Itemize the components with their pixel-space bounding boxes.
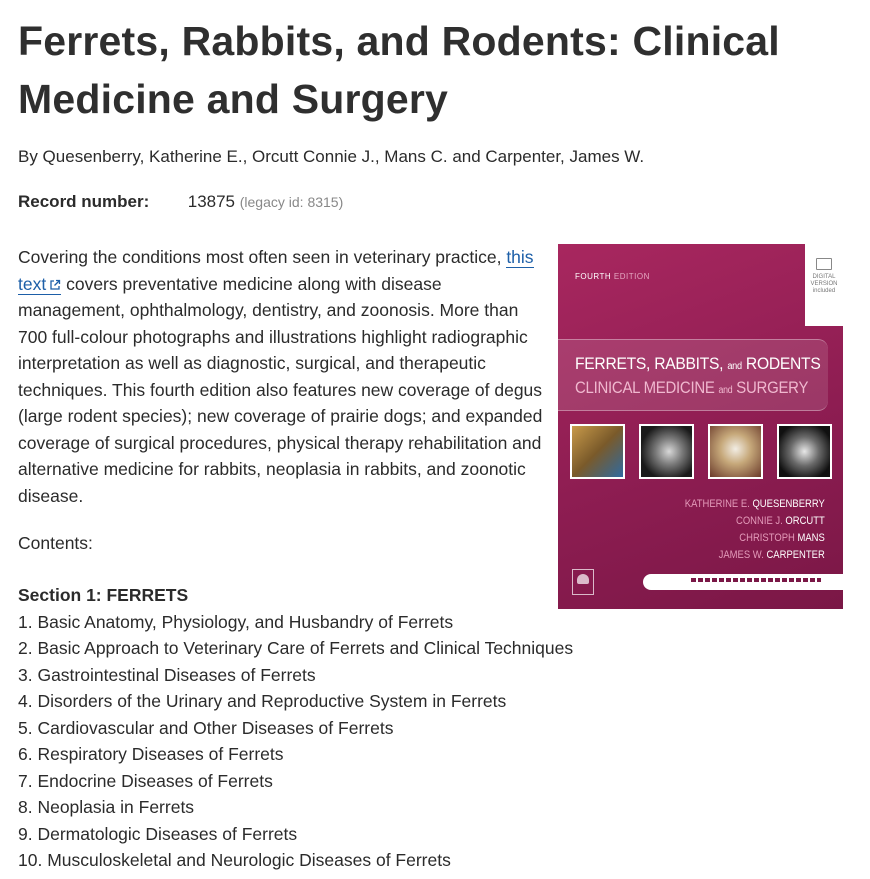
chapter-item: 10. Musculoskeletal and Neurologic Diseases of Ferrets [18, 850, 451, 870]
digital-badge-line: VERSION [810, 281, 838, 287]
cover-author-last: MANS [797, 532, 825, 544]
cover-title-part: SURGERY [732, 378, 809, 397]
chapter-item: 2. Basic Approach to Veterinary Care of Ferrets and Clinical Techniques [18, 638, 574, 658]
cover-author [685, 547, 825, 564]
legacy-id: (legacy id: 8315) [239, 194, 344, 210]
cover-title-part: CLINICAL MEDICINE [575, 378, 719, 397]
cover-title-band [558, 339, 828, 411]
cover-author-first: CHRISTOPH [739, 532, 798, 544]
chapter-item: 7. Endocrine Diseases of Ferrets [18, 770, 273, 791]
link-label[interactable]: this text [18, 247, 534, 294]
cover-author-last: QUESENBERRY [752, 498, 825, 510]
cover-title-part: RODENTS [741, 354, 821, 373]
authors-line: By Quesenberry, Katherine E., Orcutt Connie J., Mans C. and Carpenter, James W. [18, 147, 645, 166]
section-title: Section 1: FERRETS [18, 585, 189, 605]
cover-title-part: FERRETS, RABBITS, [575, 354, 728, 373]
chapter-item: 1. Basic Anatomy, Physiology, and Husbandry of Ferrets [18, 611, 454, 632]
cover-photo [777, 424, 832, 479]
cover-author-first: KATHERINE E. [684, 498, 753, 510]
cover-author-last: ORCUTT [785, 515, 825, 527]
cover-author-first: JAMES W. [718, 549, 767, 561]
book-description [18, 244, 548, 509]
cover-authors [685, 496, 825, 564]
record-number-label: Record number: [18, 192, 150, 211]
cover-photos [570, 424, 832, 482]
description-text-start: Covering the conditions most often seen in veterinary practice, [18, 247, 507, 267]
contents-label: Contents: [18, 533, 93, 553]
cover-edition-rest: EDITION [611, 272, 650, 281]
chapter-item: 3. Gastrointestinal Diseases of Ferrets [18, 664, 316, 685]
cover-author-first: CONNIE J. [736, 515, 786, 527]
digital-version-badge [805, 244, 843, 326]
publisher-logo-icon [572, 569, 594, 595]
section-ferrets [18, 582, 718, 874]
cover-author [685, 496, 825, 513]
cover-photo [639, 424, 694, 479]
page-title: Ferrets, Rabbits, and Rodents: Clinical Medicine and Surgery [18, 18, 780, 122]
cover-title-and: and [727, 361, 742, 372]
description-text-end: covers preventative medicine along with disease management, ophthalmology, dentistry, and zoonosis. More than 700 full-colour photographs and illustrations highlight radiographic interpretation as well as diagnostic, surgical, and therapeutic techniques. This fourth edition also features new coverage of degus (large rodent species); new coverage of prairie dogs; and expanded coverage of surgical procedures, physical therapy rehabilitation and alternative medicine for rabbits, neoplasia in rabbits, and zoonotic disease. [18, 273, 543, 506]
chapter-item: 4. Disorders of the Urinary and Reproductive System in Ferrets [18, 691, 507, 711]
chapter-item: 5. Cardiovascular and Other Diseases of Ferrets [18, 717, 394, 738]
cover-title-and: and [718, 385, 733, 396]
record-number-row [18, 190, 343, 214]
cover-bottom-band [643, 574, 843, 590]
record-number-value: 13875 [187, 192, 236, 211]
cover-author [685, 513, 825, 530]
cover-bottom-text [691, 578, 821, 582]
book-cover-image [558, 244, 843, 609]
cover-title-line1 [575, 354, 820, 374]
device-icon [816, 258, 832, 270]
chapter-item: 6. Respiratory Diseases of Ferrets [18, 744, 284, 764]
chapter-item: 8. Neoplasia in Ferrets [18, 797, 195, 817]
cover-photo [570, 424, 625, 479]
cover-author-last: CARPENTER [766, 549, 825, 561]
cover-author [685, 530, 825, 547]
cover-edition-word: FOURTH [575, 272, 612, 281]
digital-badge-line: included [812, 288, 836, 294]
external-link-icon[interactable] [49, 279, 61, 291]
cover-edition [575, 272, 650, 281]
chapter-item: 9. Dermatologic Diseases of Ferrets [18, 823, 298, 844]
cover-photo [708, 424, 763, 479]
digital-badge-line: DIGITAL [812, 274, 836, 280]
cover-title-line2 [575, 378, 808, 398]
